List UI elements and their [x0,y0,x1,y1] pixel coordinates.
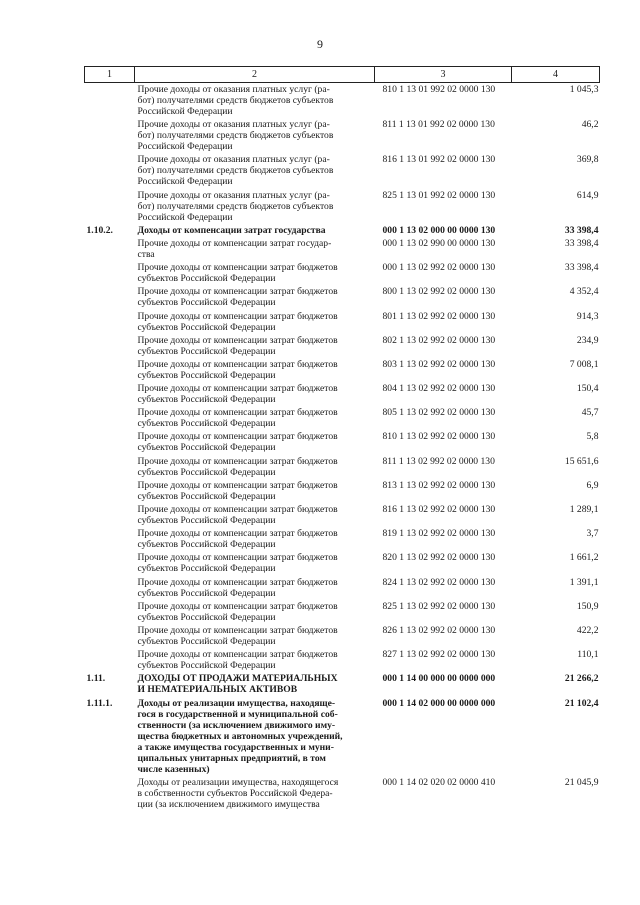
table-row [85,153,600,188]
budget-code-cell: 826 1 13 02 992 02 0000 130 [382,624,496,636]
table-row [85,776,600,811]
row-number-cell [85,358,135,382]
amount-cell: 150,4 [576,383,599,395]
description-cell: Прочие доходы от компенсации затрат бюджетов субъектов Российской Федерации [137,576,338,599]
amount-cell: 7 008,1 [569,358,599,370]
table-row [85,455,600,479]
description-cell: Прочие доходы от компенсации затрат бюджетов субъектов Российской Федерации [137,358,338,381]
row-number-cell [85,600,135,624]
table-row [85,527,600,551]
row-number-cell [85,551,135,575]
budget-code-cell: 811 1 13 02 992 02 0000 130 [382,455,495,467]
row-number-cell [85,503,135,527]
row-number-cell [85,382,135,406]
row-number-cell [85,285,135,309]
budget-code-cell: 802 1 13 02 992 02 0000 130 [382,334,496,346]
description-cell: Прочие доходы от оказания платных услуг (ра- бот) получателями средств бюджетов субъектов Российской Федерации [137,84,334,117]
budget-code-cell: 800 1 13 02 992 02 0000 130 [382,286,496,298]
row-number-cell [85,776,135,811]
amount-cell: 369,8 [576,154,599,166]
table-row [85,189,600,224]
table-row [85,261,600,285]
description-cell: Прочие доходы от компенсации затрат бюджетов субъектов Российской Федерации [137,552,338,575]
row-number-cell [85,189,135,224]
row-number-cell [85,153,135,188]
amount-cell: 21 102,4 [564,697,599,709]
amount-cell: 33 398,4 [564,224,599,236]
budget-code-cell: 000 1 13 02 990 00 0000 130 [382,237,496,249]
amount-cell: 45,7 [581,407,599,419]
budget-code-cell: 813 1 13 02 992 02 0000 130 [382,479,496,491]
table-row [85,237,600,261]
table-row [85,285,600,309]
amount-cell: 15 651,6 [564,455,599,467]
header-col-2: 2 [135,67,375,83]
budget-code-cell: 801 1 13 02 992 02 0000 130 [382,310,496,322]
budget-code-cell: 824 1 13 02 992 02 0000 130 [382,576,496,588]
table-row [85,310,600,334]
amount-cell: 4 352,4 [569,286,599,298]
description-cell: Прочие доходы от компенсации затрат бюджетов субъектов Российской Федерации [137,262,338,285]
description-cell: Прочие доходы от компенсации затрат бюджетов субъектов Российской Федерации [137,528,338,551]
budget-code-cell: 810 1 13 02 992 02 0000 130 [382,431,496,443]
table-row [85,672,600,696]
table-row [85,83,600,119]
budget-code-cell: 000 1 14 02 020 02 0000 410 [382,776,496,788]
table-row [85,406,600,430]
amount-cell: 46,2 [581,119,599,131]
row-number-cell [85,430,135,454]
header-col-1: 1 [85,67,135,83]
budget-code-cell: 000 1 13 02 000 00 0000 130 [382,224,496,236]
amount-cell: 1 391,1 [569,576,599,588]
amount-cell: 422,2 [576,624,599,636]
row-number-cell: 1.11. [86,673,106,685]
budget-code-cell: 811 1 13 01 992 02 0000 130 [382,119,495,131]
table-row [85,697,600,776]
amount-cell: 5,8 [586,431,599,443]
table-row [85,358,600,382]
description-cell: Прочие доходы от компенсации затрат бюджетов субъектов Российской Федерации [137,286,338,309]
amount-cell: 6,9 [586,479,599,491]
budget-code-cell: 000 1 14 00 000 00 0000 000 [382,673,496,685]
description-cell: Прочие доходы от компенсации затрат бюджетов субъектов Российской Федерации [137,504,338,526]
description-cell: Прочие доходы от компенсации затрат бюджетов субъектов Российской Федерации [137,431,338,454]
description-cell: Прочие доходы от компенсации затрат бюджетов субъектов Российской Федерации [137,479,338,502]
row-number-cell [85,455,135,479]
description-cell: Доходы от реализации имущества, находящегося в собственности субъектов Российской Федера- ции (за исключением движимого имущества [137,776,339,810]
table-row [85,118,600,153]
amount-cell: 110,1 [577,649,599,661]
amount-cell: 914,3 [576,310,599,322]
table-row [85,648,600,672]
table-row [85,600,600,624]
table-row [85,382,600,406]
revenue-table [84,66,600,811]
table-row [85,479,600,503]
amount-cell: 234,9 [576,334,599,346]
table-row [85,430,600,454]
row-number-cell [85,406,135,430]
amount-cell: 33 398,4 [564,262,599,274]
row-number-cell [85,624,135,648]
amount-cell: 21 045,9 [564,776,599,788]
table-row [85,503,600,527]
amount-cell: 614,9 [576,189,599,201]
budget-code-cell: 803 1 13 02 992 02 0000 130 [382,358,496,370]
row-number-cell [85,334,135,358]
amount-cell: 21 266,2 [564,673,599,685]
description-cell: Прочие доходы от оказания платных услуг (ра- бот) получателями средств бюджетов субъектов Российской Федерации [137,119,334,153]
row-number-cell [85,310,135,334]
description-cell: Прочие доходы от компенсации затрат бюджетов субъектов Российской Федерации [137,624,338,647]
table-row [85,624,600,648]
row-number-cell [85,648,135,672]
row-number-cell [85,527,135,551]
amount-cell: 1 045,3 [569,84,599,95]
budget-code-cell: 819 1 13 02 992 02 0000 130 [382,528,496,540]
description-cell: Доходы от реализации имущества, находяще- гося в государственной и муниципальной соб- ственности (за исключением движимого иму- щества бюджетных и автономных учреждений, а также имущества государственных и муни- ципальных унитарных предприятий, в том числе казенных) [137,697,343,775]
header-col-4: 4 [512,67,600,83]
header-col-3: 3 [375,67,512,83]
budget-code-cell: 805 1 13 02 992 02 0000 130 [382,407,496,419]
row-number-cell [85,576,135,600]
amount-cell: 33 398,4 [564,237,599,249]
budget-code-cell: 825 1 13 01 992 02 0000 130 [382,189,496,201]
row-number-cell [85,261,135,285]
description-cell: Прочие доходы от оказания платных услуг (ра- бот) получателями средств бюджетов субъектов Российской Федерации [137,189,334,223]
description-cell: ДОХОДЫ ОТ ПРОДАЖИ МАТЕРИАЛЬНЫХ И НЕМАТЕРИАЛЬНЫХ АКТИВОВ [137,673,338,696]
budget-code-cell: 816 1 13 02 992 02 0000 130 [382,504,496,515]
description-cell: Доходы от компенсации затрат государства [137,224,326,236]
description-cell: Прочие доходы от компенсации затрат государ- ства [137,237,332,260]
description-cell: Прочие доходы от компенсации затрат бюджетов субъектов Российской Федерации [137,455,338,478]
row-number-cell: 1.11.1. [86,697,113,709]
table-row [85,224,600,237]
row-number-cell: 1.10.2. [86,224,113,236]
amount-cell: 1 661,2 [569,552,599,564]
budget-code-cell: 816 1 13 01 992 02 0000 130 [382,154,496,166]
description-cell: Прочие доходы от компенсации затрат бюджетов субъектов Российской Федерации [137,383,338,406]
amount-cell: 150,9 [576,600,599,612]
row-number-cell [85,237,135,261]
table-row [85,551,600,575]
budget-code-cell: 825 1 13 02 992 02 0000 130 [382,600,496,612]
description-cell: Прочие доходы от компенсации затрат бюджетов субъектов Российской Федерации [137,334,338,357]
description-cell: Прочие доходы от компенсации затрат бюджетов субъектов Российской Федерации [137,407,338,430]
description-cell: Прочие доходы от компенсации затрат бюджетов субъектов Российской Федерации [137,649,338,672]
page-number: 9 [317,37,323,51]
row-number-cell [85,83,135,119]
amount-cell: 1 289,1 [569,504,599,515]
budget-code-cell: 000 1 14 02 000 00 0000 000 [382,697,496,709]
budget-code-cell: 804 1 13 02 992 02 0000 130 [382,383,496,395]
row-number-cell [85,118,135,153]
description-cell: Прочие доходы от компенсации затрат бюджетов субъектов Российской Федерации [137,600,338,623]
table-row [85,334,600,358]
budget-code-cell: 820 1 13 02 992 02 0000 130 [382,552,496,564]
row-number-cell [85,479,135,503]
budget-code-cell: 810 1 13 01 992 02 0000 130 [382,84,496,95]
table-body [85,83,600,811]
table-row [85,576,600,600]
description-cell: Прочие доходы от оказания платных услуг (ра- бот) получателями средств бюджетов субъектов Российской Федерации [137,154,334,188]
budget-code-cell: 827 1 13 02 992 02 0000 130 [382,649,496,661]
budget-code-cell: 000 1 13 02 992 02 0000 130 [382,262,496,274]
description-cell: Прочие доходы от компенсации затрат бюджетов субъектов Российской Федерации [137,310,338,333]
table-header-row [85,67,600,83]
amount-cell: 3,7 [586,528,599,540]
